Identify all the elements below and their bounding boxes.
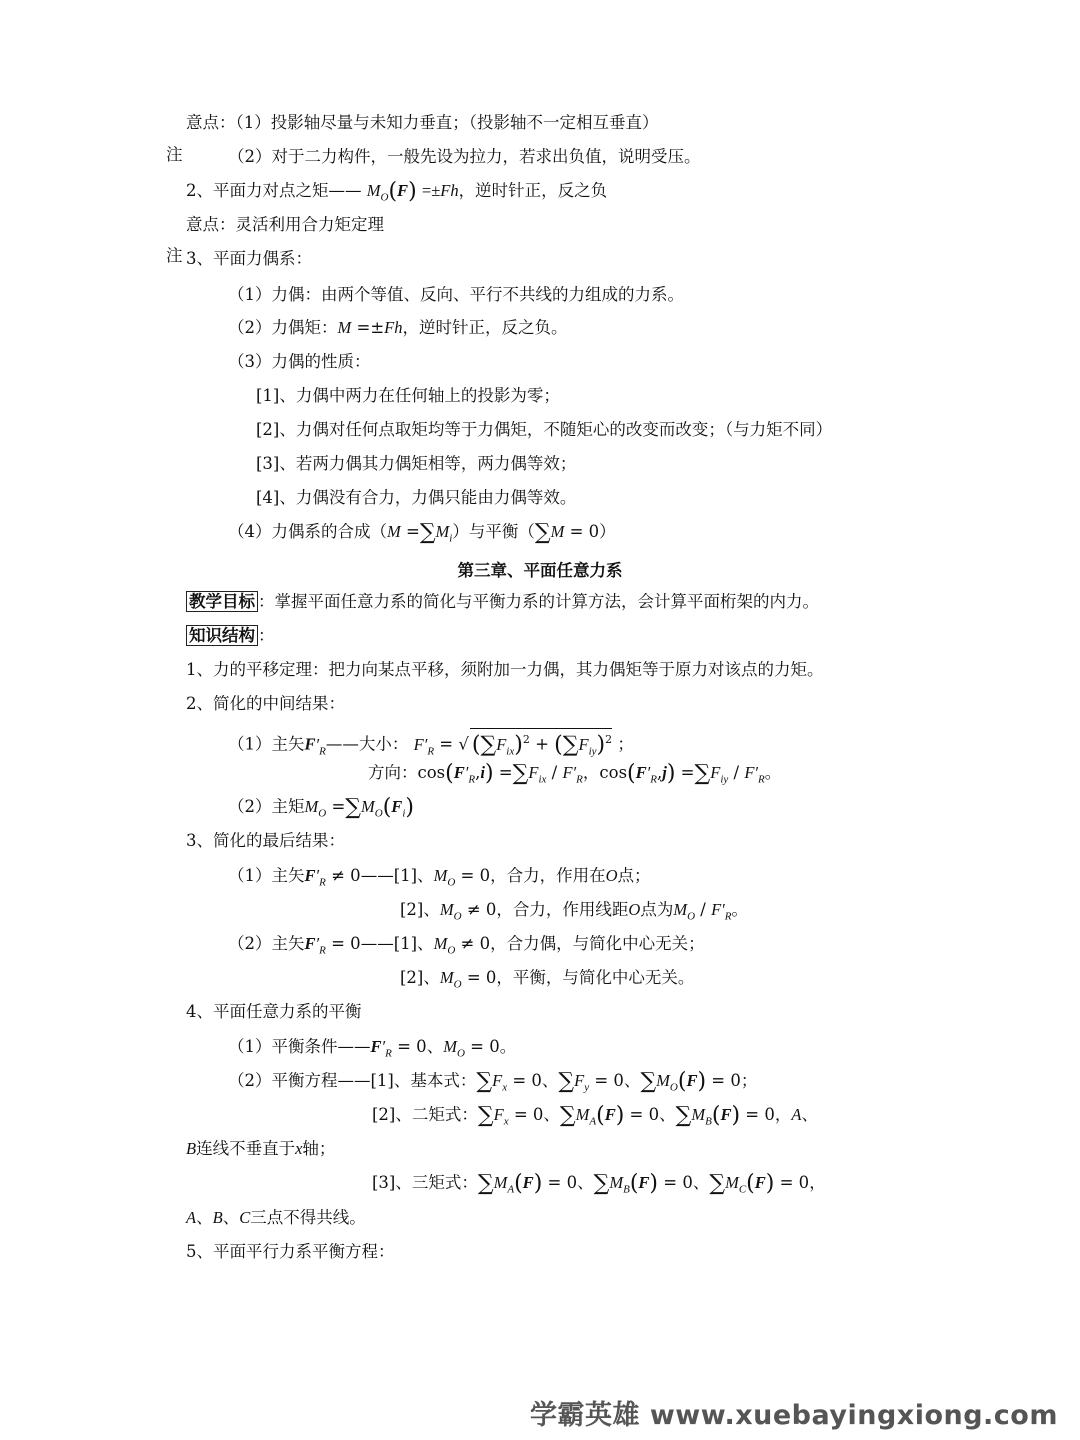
prop-3: [3]、若两力偶其力偶矩相等，两力偶等效； [256, 454, 577, 473]
final-case-1b: [2]、$M_O \ne 0$，合力，作用线距O点为$M_O / F'_R$。 [400, 900, 749, 923]
main-vector-magnitude: （1）主矢$F'_R——$大小： $F'_R$ = √ $(\sum F_{ix})^2 + (\sum F_{iy})^2$ ； [228, 728, 634, 762]
moment-line: 2、平面力对点之矩—— $M_O(F) =\pm Fh$，逆时针正，反之负 [186, 179, 608, 204]
note-line-1: 意点：（1）投影轴尽量与未知力垂直；（投影轴不一定相互垂直） [186, 113, 659, 132]
prop-4: [4]、力偶没有合力，力偶只能由力偶等效。 [256, 488, 577, 507]
teaching-goal: 教学目标 ：掌握平面任意力系的简化与平衡力系的计算方法，会计算平面桁架的内力。 [186, 591, 819, 613]
main-moment: （2）主矩$M_O =\sum M_O(F_i)$ [228, 795, 414, 820]
prop-1: [1]、力偶中两力在任何轴上的投影为零； [256, 386, 560, 405]
parallel-force-title: 5、平面平行力系平衡方程： [186, 1242, 395, 1261]
couple-composition: （4）力偶系的合成$(M =\sum M_i)$与平衡（∑M = 0） [228, 520, 616, 545]
note-line-3: 意点：灵活利用合力矩定理 [186, 215, 384, 234]
note-marker-2: 注 [166, 246, 183, 265]
couple-moment: （2）力偶矩：M =±Fh，逆时针正，反之负。 [228, 318, 568, 337]
footer-watermark: 学霸英雄 www.xuebayingxiong.com [529, 1400, 1058, 1431]
prop-2: [2]、力偶对任何点取矩均等于力偶矩，不随矩心的改变而改变；（与力矩不同） [256, 420, 833, 439]
note-marker-1: 注 [166, 145, 183, 164]
equilibrium-title: 4、平面任意力系的平衡 [186, 1002, 362, 1021]
translation-theorem: 1、力的平移定理：把力向某点平移，须附加一力偶，其力偶矩等于原力对该点的力矩。 [186, 660, 824, 679]
knowledge-structure: 知识结构 ： [186, 625, 275, 647]
equilibrium-two-moment-cond: B连线不垂直于x轴； [186, 1139, 336, 1158]
main-vector-direction: 方向：$\cos(F'_R,i) =\sum F_{ix} / F'_R$，$\cos(F'_R,j) =\sum F_{iy} / F'_R$。 [368, 761, 782, 786]
final-result: 3、简化的最后结果： [186, 831, 345, 850]
final-case-2: （2）主矢$F'_R$ = 0——[1]、$M_O \ne 0$，合力偶，与简化中心无关； [228, 934, 705, 957]
final-case-2b: [2]、$M_O = 0$，平衡，与简化中心无关。 [400, 968, 695, 991]
equilibrium-two-moment: [2]、二矩式：$\sum F_x = 0$、$\sum M_A(F) = 0$、$\sum M_B(F) = 0$，A、 [372, 1103, 818, 1128]
couple-props: （3）力偶的性质： [228, 352, 371, 371]
couple-def: （1）力偶：由两个等值、反向、平行不共线的力组成的力系。 [228, 285, 684, 304]
chapter-title: 第三章、平面任意力系 [457, 561, 623, 580]
intermediate-result: 2、简化的中间结果： [186, 694, 345, 713]
equilibrium-condition: （1）平衡条件$——F'_R = 0$、$M_O = 0$。 [228, 1037, 517, 1060]
equilibrium-basic: （2）平衡方程——[1]、基本式：$\sum F_x = 0$、$\sum F_y = 0$、$\sum M_O(F) = 0$； [228, 1069, 758, 1094]
equilibrium-three-moment: [3]、三矩式：$\sum M_A(F) = 0$、$\sum M_B(F) = 0$、$\sum M_C(F) = 0$， [372, 1171, 826, 1196]
note-line-2: （2）对于二力构件，一般先设为拉力，若求出负值，说明受压。 [228, 147, 701, 166]
final-case-1: （1）主矢$F'_R$ ≠ 0——[1]、$M_O = 0$，合力，作用在O点； [228, 866, 651, 889]
section-couple: 3、平面力偶系： [186, 249, 312, 268]
equilibrium-three-moment-cond: A、B、C三点不得共线。 [186, 1208, 366, 1227]
